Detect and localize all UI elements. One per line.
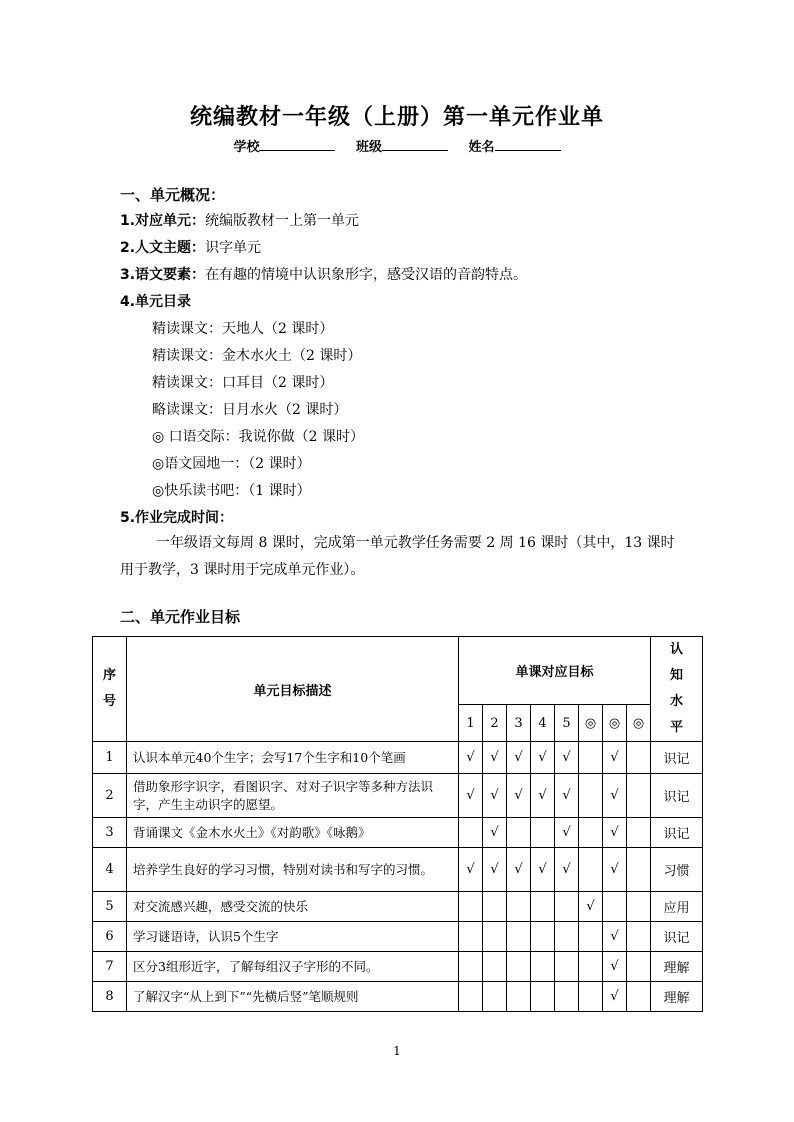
check-mark: √ <box>483 774 507 818</box>
catalog-item: 精读课文：天地人（2 课时） <box>152 321 334 337</box>
check-mark: √ <box>555 742 579 774</box>
page-number: 1 <box>393 1044 401 1058</box>
empty-cell <box>507 892 531 922</box>
check-mark: √ <box>579 892 603 922</box>
row-desc: 对交流感兴趣，感受交流的快乐 <box>127 892 459 922</box>
empty-cell <box>579 742 603 774</box>
objectives-table <box>92 636 703 1012</box>
check-mark: √ <box>555 848 579 892</box>
empty-cell <box>483 892 507 922</box>
element-line <box>120 264 527 284</box>
empty-cell <box>579 774 603 818</box>
row-desc: 了解汉字“从上到下”“先横后竖”笔顺规则 <box>127 982 459 1012</box>
catalog-item: 精读课文：口耳目（2 课时） <box>152 375 334 391</box>
empty-cell <box>603 892 627 922</box>
catalog-item: ◎语文园地一：（2 课时） <box>152 456 311 472</box>
check-mark: √ <box>603 982 627 1012</box>
empty-cell <box>555 982 579 1012</box>
row-no: 6 <box>93 922 127 952</box>
check-mark: √ <box>531 742 555 774</box>
time-label: 5.作业完成时间： <box>120 510 234 526</box>
row-level: 识记 <box>651 742 703 774</box>
empty-cell <box>579 848 603 892</box>
section1-heading: 一、单元概况： <box>120 186 226 204</box>
empty-cell <box>531 818 555 848</box>
catalog-item: ◎快乐读书吧：（1 课时） <box>152 483 311 499</box>
empty-cell <box>483 982 507 1012</box>
table-row <box>93 982 703 1012</box>
row-level: 习惯 <box>651 848 703 892</box>
header-level: 认知水平 <box>651 637 703 742</box>
check-mark: √ <box>555 774 579 818</box>
lesson-col-3: 3 <box>507 705 531 742</box>
check-mark: √ <box>603 952 627 982</box>
empty-cell <box>531 982 555 1012</box>
theme-value: 识字单元 <box>205 240 262 256</box>
empty-cell <box>579 982 603 1012</box>
empty-cell <box>483 952 507 982</box>
lesson-col-8: ◎ <box>627 705 651 742</box>
empty-cell <box>555 952 579 982</box>
empty-cell <box>459 952 483 982</box>
check-mark: √ <box>603 848 627 892</box>
empty-cell <box>531 952 555 982</box>
empty-cell <box>579 952 603 982</box>
empty-cell <box>627 774 651 818</box>
row-desc: 培养学生良好的学习习惯，特别对读书和写字的习惯。 <box>127 848 459 892</box>
row-no: 2 <box>93 774 127 818</box>
empty-cell <box>555 892 579 922</box>
school-label: 学校 <box>233 140 260 155</box>
element-value: 在有趣的情境中认识象形字，感受汉语的音韵特点。 <box>205 267 528 283</box>
table-row <box>93 922 703 952</box>
row-level: 识记 <box>651 774 703 818</box>
table-row <box>93 742 703 774</box>
page-title: 统编教材一年级（上册）第一单元作业单 <box>189 105 604 130</box>
empty-cell <box>627 952 651 982</box>
empty-cell <box>459 982 483 1012</box>
empty-cell <box>459 892 483 922</box>
unit-line <box>120 210 359 230</box>
check-mark: √ <box>603 774 627 818</box>
check-mark: √ <box>603 818 627 848</box>
time-paragraph: 一年级语文每周 8 课时，完成第一单元教学任务需要 2 周 16 课时（其中，13 课时用于教学，3 课时用于完成单元作业）。 <box>120 535 675 578</box>
empty-cell <box>627 818 651 848</box>
header-desc: 单元目标描述 <box>127 637 459 742</box>
lesson-col-2: 2 <box>483 705 507 742</box>
empty-cell <box>483 922 507 952</box>
row-desc: 区分3组形近字，了解每组汉子字形的不同。 <box>127 952 459 982</box>
row-no: 1 <box>93 742 127 774</box>
check-mark: √ <box>483 742 507 774</box>
catalog-label: 4.单元目录 <box>120 294 192 310</box>
check-mark: √ <box>507 774 531 818</box>
header-no: 序号 <box>93 637 127 742</box>
lesson-col-1: 1 <box>459 705 483 742</box>
table-row <box>93 818 703 848</box>
row-no: 4 <box>93 848 127 892</box>
check-mark: √ <box>507 742 531 774</box>
theme-line <box>120 237 261 257</box>
check-mark: √ <box>555 818 579 848</box>
row-level: 理解 <box>651 952 703 982</box>
empty-cell <box>627 742 651 774</box>
lesson-col-7: ◎ <box>603 705 627 742</box>
time-line <box>120 507 233 527</box>
row-desc: 借助象形字识字，看图识字、对对子识字等多种方法识字，产生主动识字的愿望。 <box>127 774 459 818</box>
empty-cell <box>507 922 531 952</box>
row-no: 8 <box>93 982 127 1012</box>
element-label: 3.语文要素： <box>120 267 206 283</box>
row-no: 3 <box>93 818 127 848</box>
catalog-item: 精读课文：金木水火土（2 课时） <box>152 348 362 364</box>
row-desc: 认识本单元40个生字；会写17个生字和10个笔画 <box>127 742 459 774</box>
empty-cell <box>627 922 651 952</box>
unit-value: 统编版教材一上第一单元 <box>205 213 360 229</box>
header-lessons: 单课对应目标 <box>459 637 651 705</box>
table-row <box>93 952 703 982</box>
check-mark: √ <box>603 742 627 774</box>
theme-label: 2.人文主题： <box>120 240 206 256</box>
name-blank <box>495 138 561 151</box>
row-no: 7 <box>93 952 127 982</box>
class-blank <box>382 138 448 151</box>
check-mark: √ <box>459 848 483 892</box>
check-mark: √ <box>507 848 531 892</box>
catalog-item: 略读课文：日月水火（2 课时） <box>152 402 348 418</box>
empty-cell <box>507 818 531 848</box>
unit-label: 1.对应单元： <box>120 213 206 229</box>
info-line <box>0 136 794 155</box>
check-mark: √ <box>603 922 627 952</box>
table-row <box>93 892 703 922</box>
empty-cell <box>507 952 531 982</box>
empty-cell <box>459 922 483 952</box>
row-desc: 背诵课文《金木水火土》《对韵歌》《咏鹅》 <box>127 818 459 848</box>
check-mark: √ <box>531 848 555 892</box>
class-field <box>356 136 448 155</box>
empty-cell <box>579 818 603 848</box>
lesson-col-4: 4 <box>531 705 555 742</box>
check-mark: √ <box>531 774 555 818</box>
empty-cell <box>627 892 651 922</box>
check-mark: √ <box>459 774 483 818</box>
row-level: 识记 <box>651 922 703 952</box>
class-label: 班级 <box>355 140 382 155</box>
check-mark: √ <box>483 848 507 892</box>
empty-cell <box>507 982 531 1012</box>
table-row <box>93 774 703 818</box>
row-level: 理解 <box>651 982 703 1012</box>
name-field <box>469 136 561 155</box>
section2-heading: 二、单元作业目标 <box>120 608 241 626</box>
empty-cell <box>459 818 483 848</box>
empty-cell <box>627 848 651 892</box>
empty-cell <box>555 922 579 952</box>
check-mark: √ <box>459 742 483 774</box>
name-label: 姓名 <box>468 140 495 155</box>
row-desc: 学习谜语诗，认识5个生字 <box>127 922 459 952</box>
check-mark: √ <box>483 818 507 848</box>
school-blank <box>259 138 335 151</box>
lesson-col-5: 5 <box>555 705 579 742</box>
school-field <box>233 136 335 155</box>
row-level: 应用 <box>651 892 703 922</box>
table-row <box>93 848 703 892</box>
empty-cell <box>531 922 555 952</box>
empty-cell <box>579 922 603 952</box>
empty-cell <box>627 982 651 1012</box>
catalog-item: ◎ 口语交际：我说你做（2 课时） <box>152 429 365 445</box>
row-no: 5 <box>93 892 127 922</box>
catalog-line <box>120 291 191 311</box>
lesson-col-6: ◎ <box>579 705 603 742</box>
empty-cell <box>531 892 555 922</box>
row-level: 识记 <box>651 818 703 848</box>
